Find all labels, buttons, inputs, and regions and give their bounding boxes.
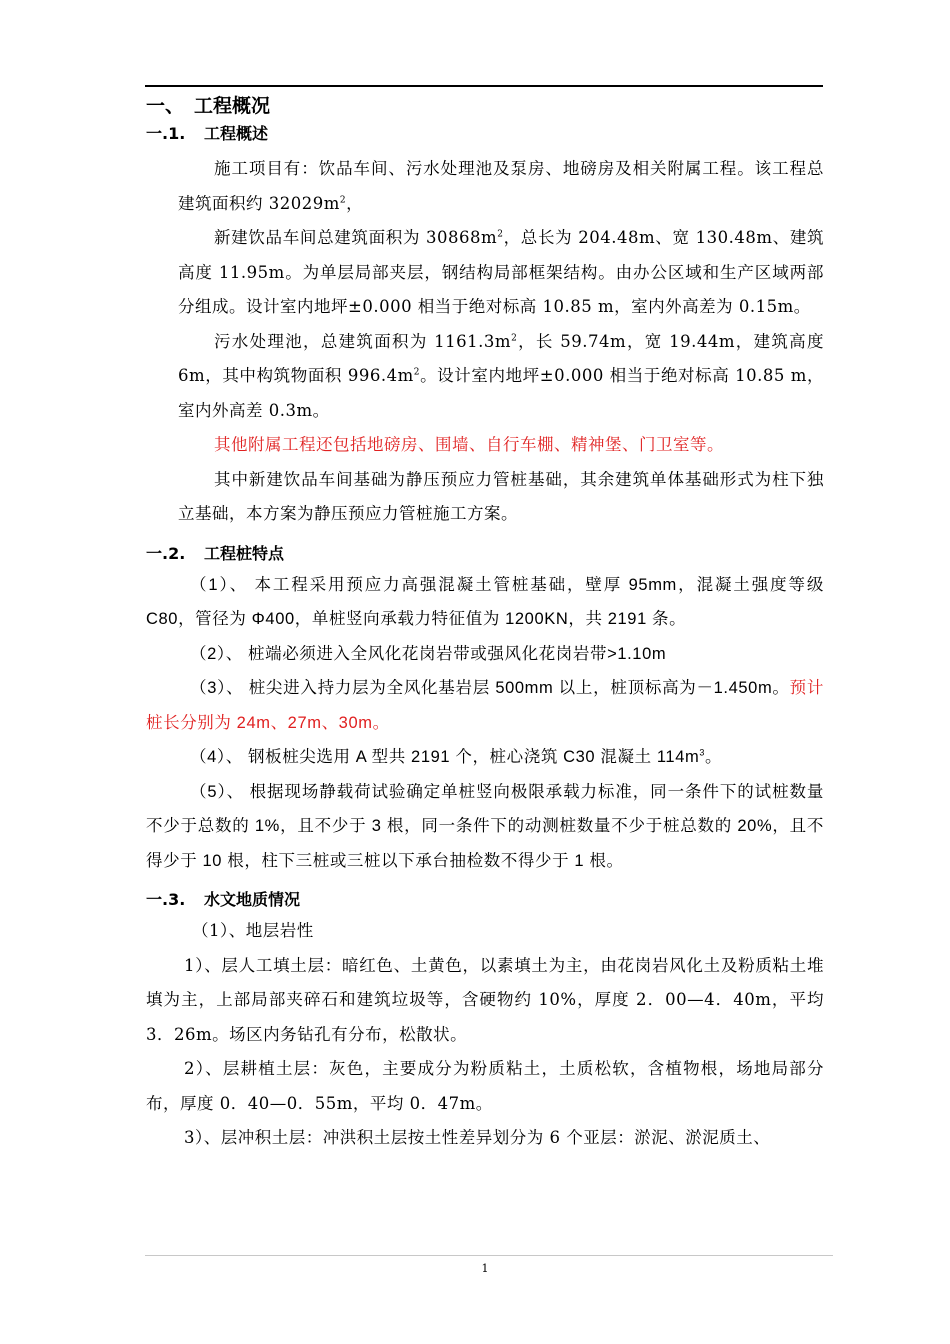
strata-layer-1: 1）、层人工填土层：暗红色、土黄色，以素填土为主，由花岗岩风化土及粉质粘土堆填为主，上部局部夹碎石和建筑垃圾等，含硬物约 10%，厚度 2．00—4．40m，平均 3．26m。场区内务钻孔有分布，松散状。 (146, 955, 824, 1044)
paragraph-project-items: 施工项目有：饮品车间、污水处理池及泵房、地磅房及相关附属工程。该工程总建筑面积约 $32029m^2$， (178, 159, 824, 213)
subsection-title: 水文地质情况 (204, 890, 301, 909)
subsection-title: 工程概述 (204, 124, 269, 143)
subsection-heading-1-1 (146, 120, 824, 148)
paragraph-auxiliary-works: 其他附属工程还包括地磅房、围墙、自行车棚、精神堡、门卫室等。 (214, 435, 724, 454)
pile-item-1: （1）、 本工程采用预应力高强混凝土管桩基础，壁厚 95mm，混凝土强度等级 C80，管径为 Φ400，单桩竖向承载力特征值为 1200KN，共 2191 条。 (146, 575, 824, 628)
header-rule (145, 85, 823, 87)
strata-layer-2: 2）、层耕植土层：灰色，主要成分为粉质粘土，土质松软，含植物根，场地局部分布，厚度 0．40—0．55m，平均 0．47m。 (146, 1059, 824, 1113)
page-number: 1 (481, 1262, 489, 1275)
subsection-number: 一.1. (146, 124, 186, 143)
section-title: 工程概况 (194, 95, 271, 117)
subsection-heading-1-3 (146, 886, 824, 914)
pile-item-2: （2）、 桩端必须进入全风化花岗岩带或强风化花岗岩带>1.10m (190, 644, 667, 663)
subsection-heading-1-2 (146, 540, 824, 568)
subsection-number: 一.3. (146, 890, 186, 909)
pile-item-3: （3）、 桩尖进入持力层为全风化基岩层 500mm 以上，桩顶标高为－1.450m。预计桩长分别为 24m、27m、30m。 (146, 679, 824, 732)
subsection-number: 一.2. (146, 543, 186, 563)
pile-item-5: （5）、 根据现场静载荷试验确定单桩竖向极限承载力标准，同一条件下的试桩数量不少于总数的 1%，且不少于 3 根，同一条件下的动测桩数量不少于桩总数的 20%，且不得少于 10 根，柱下三桩或三桩以下承台抽检数不得少于 1 根。 (146, 782, 824, 870)
strata-layer-3: 3）、层冲积土层：冲洪积土层按土性差异划分为 6 个亚层：淤泥、淤泥质土、 (184, 1128, 771, 1147)
pile-length-note: 预计桩长分别为 24m、27m、30m。 (146, 679, 824, 732)
section-heading-1 (146, 92, 824, 120)
footer-rule (145, 1255, 833, 1256)
document-body (146, 92, 824, 1156)
paragraph-sewage-pool: 污水处理池，总建筑面积为 $1161.3m^2$，长 59.74m，宽 19.44m，建筑高度 6m，其中构筑物面积 $996.4m^2$。设计室内地坪±0.000 相当于绝对标高 10.85 m，室内外高差 0.3m。 (178, 331, 824, 420)
section-number: 一、 (146, 95, 185, 117)
strata-subheading: （1）、地层岩性 (192, 921, 314, 940)
pile-item-4: （4）、 钢板桩尖选用 A 型共 2191 个，桩心浇筑 C30 混凝土 $114m^3$。 (190, 747, 723, 766)
subsection-title: 工程桩特点 (204, 543, 285, 563)
paragraph-beverage-workshop: 新建饮品车间总建筑面积为 $30868m^2$，总长为 204.48m、宽 130.48m、建筑高度 11.95m。为单层局部夹层，钢结构局部框架结构。由办公区域和生产区域两部分组成。设计室内地坪±0.000 相当于绝对标高 10.85 m，室内外高差为 0.15m。 (178, 228, 824, 316)
paragraph-foundation: 其中新建饮品车间基础为静压预应力管桩基础，其余建筑单体基础形式为柱下独立基础，本方案为静压预应力管桩施工方案。 (178, 469, 824, 523)
